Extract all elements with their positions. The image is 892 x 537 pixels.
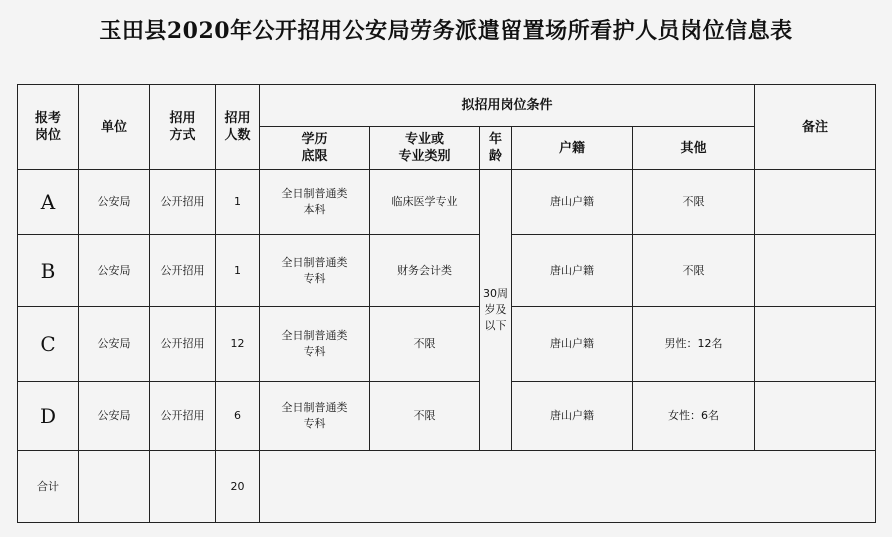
header-age: 年 龄 (480, 127, 512, 170)
method-cell: 公开招用 (150, 307, 216, 382)
count-cell: 1 (216, 170, 260, 235)
remarks-cell (755, 307, 876, 382)
position-cell: D (18, 382, 79, 451)
position-cell: C (18, 307, 79, 382)
total-label: 合计 (18, 451, 79, 523)
method-cell: 公开招用 (150, 382, 216, 451)
education-cell: 全日制普通类 专科 (260, 307, 370, 382)
position-cell: B (18, 235, 79, 307)
hukou-cell: 唐山户籍 (512, 235, 633, 307)
other-cell: 女性：6名 (633, 382, 755, 451)
header-method: 招用 方式 (150, 85, 216, 170)
remarks-cell (755, 382, 876, 451)
positions-table (17, 84, 876, 523)
hukou-cell: 唐山户籍 (512, 382, 633, 451)
major-cell: 不限 (370, 382, 480, 451)
major-cell: 不限 (370, 307, 480, 382)
other-cell: 不限 (633, 235, 755, 307)
other-cell: 不限 (633, 170, 755, 235)
education-cell: 全日制普通类 本科 (260, 170, 370, 235)
education-cell: 全日制普通类 专科 (260, 235, 370, 307)
header-unit: 单位 (79, 85, 150, 170)
header-other: 其他 (633, 127, 755, 170)
position-cell: A (18, 170, 79, 235)
count-cell: 1 (216, 235, 260, 307)
total-method-cell (150, 451, 216, 523)
table-row (18, 170, 876, 235)
other-cell: 男性：12名 (633, 307, 755, 382)
total-unit-cell (79, 451, 150, 523)
unit-cell: 公安局 (79, 382, 150, 451)
header-remarks: 备注 (755, 85, 876, 170)
age-cell: 30周 岁及 以下 (480, 170, 512, 451)
remarks-cell (755, 235, 876, 307)
education-cell: 全日制普通类 专科 (260, 382, 370, 451)
header-count: 招用 人数 (216, 85, 260, 170)
page-title: 玉田县2020年公开招用公安局劳务派遣留置场所看护人员岗位信息表 (99, 18, 793, 44)
major-cell: 临床医学专业 (370, 170, 480, 235)
header-row-1 (18, 85, 876, 127)
unit-cell: 公安局 (79, 307, 150, 382)
method-cell: 公开招用 (150, 170, 216, 235)
count-cell: 12 (216, 307, 260, 382)
unit-cell: 公安局 (79, 170, 150, 235)
method-cell: 公开招用 (150, 235, 216, 307)
total-blank-cell (260, 451, 876, 523)
major-cell: 财务会计类 (370, 235, 480, 307)
hukou-cell: 唐山户籍 (512, 307, 633, 382)
total-row (18, 451, 876, 523)
table-row (18, 382, 876, 451)
header-position: 报考 岗位 (18, 85, 79, 170)
remarks-cell (755, 170, 876, 235)
header-conditions: 拟招用岗位条件 (260, 85, 755, 127)
total-count: 20 (216, 451, 260, 523)
unit-cell: 公安局 (79, 235, 150, 307)
header-major: 专业或 专业类别 (370, 127, 480, 170)
table-row (18, 235, 876, 307)
count-cell: 6 (216, 382, 260, 451)
header-hukou: 户籍 (512, 127, 633, 170)
hukou-cell: 唐山户籍 (512, 170, 633, 235)
header-education: 学历 底限 (260, 127, 370, 170)
table-row (18, 307, 876, 382)
